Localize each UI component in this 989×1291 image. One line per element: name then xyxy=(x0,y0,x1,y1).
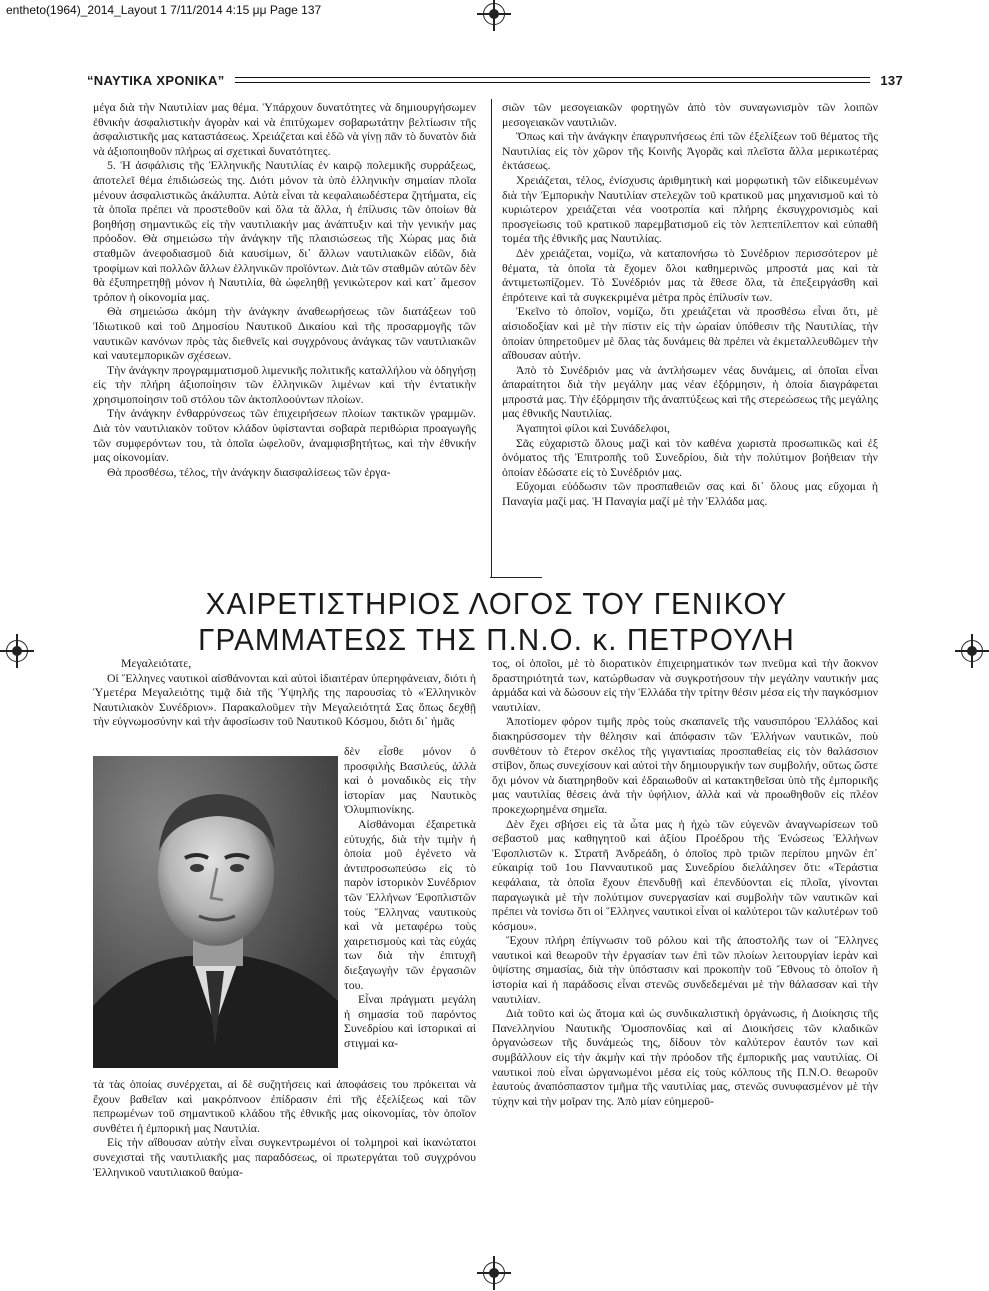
running-header xyxy=(87,70,903,90)
paragraph: 5. Ἡ ἀσφάλισις τῆς Ἑλληνικῆς Ναυτιλίας ἐν καιρῷ πολεμικῆς συρράξεως, ἀποτελεῖ θέμα ἐπιδιώσεώς της. Διότι μόνον τὰ ὑπὸ ἑλληνικὴν σημαίαν πλοῖα μένουν ἀσφαλιστικῶς ἀκάλυπτα. Αὐτὰ εἶναι τὰ κεφαλαιωδέστερα ζητήματα, εἰς τὰ ὁποῖα πρέπει νὰ προστεθοῦν καὶ ὅλα τὰ ἄλλα, ἡ ἐπίλυσις τῶν ὁποίων θὰ βοηθήσῃ σημαντικῶς εἰς τὴν ναυτιλιακήν μας ἀνάπτυξιν καὶ τὴν γενικήν μας πρόοδον. Θὰ σημειώσω τὴν ἀνάγκην τῆς πλαισιώσεως τῆς Χώρας μας διὰ σταθμῶν ἀνεφοδιασμοῦ διὰ καυσίμων, δι᾿ ἄλλων ναυτιλιακῶν εἰδῶν, διὰ τροφίμων καὶ πολλῶν ἄλλων ἑλληνικῶν προϊόντων. Διὰ τῶν σταθμῶν αὐτῶν δὲν θὰ ἐξυπηρετηθῇ μόνον ἡ Ναυτιλία, θὰ ὠφεληθῇ γενικώτερον καὶ κατ᾿ ἄμεσον τρόπον ἡ οἰκονομία μας. xyxy=(93,158,476,304)
text-beside-photo xyxy=(344,744,476,1050)
portrait-illustration xyxy=(93,756,338,1068)
paragraph: Ἀποτίομεν φόρον τιμῆς πρὸς τοὺς σκαπανεῖς τῆς ναυσιπόρου Ἑλλάδος καὶ διακηρύσσομεν τὴν θέλησιν καὶ ἀπόφασιν τῶν Ἑλλήνων ναυτικῶν, ποὺ συνθέτουν τὸ ἕτερον σκέλος τῆς γιγαντιαίας προσπαθείας εἰς τὸν θαλάσσιον στίβον, ὅπως συνεχίσουν καὶ αὐτοὶ τὴν δημιουργικήν των συμβολήν, οὕτως ὥστε ὄχι μόνον νὰ διατηρηθοῦν καὶ ἑδραιωθοῦν αἱ κατακτηθεῖσαι ὑπὸ τῆς ἐμπορικῆς μας ναυτιλίας θέσεις ἀνὰ τὴν ὑφήλιον, ἀλλὰ καὶ νὰ προωθηθοῦν εἰς πλέον προκεχωρημένα σημεῖα. xyxy=(492,714,878,816)
paragraph: Τὴν ἀνάγκην προγραμματισμοῦ λιμενικῆς πολιτικῆς καταλλήλου νὰ ὁδηγήσῃ εἰς τὴν πλήρη ἀξιοποίησιν τῶν ἑλληνικῶν λιμένων καὶ τὴν ἐντατικὴν χρησιμοποίησιν τοῦ στόλου τῶν ἀκτοπλοούντων πλοίων. xyxy=(93,362,476,406)
registration-mark-bottom xyxy=(483,1262,505,1284)
portrait-photo xyxy=(93,756,338,1068)
column-divider xyxy=(491,99,492,577)
top-left-column xyxy=(93,100,476,479)
print-slug: entheto(1964)_2014_Layout 1 7/11/2014 4:15 μμ Page 137 xyxy=(6,3,322,17)
column-divider-foot xyxy=(490,577,542,578)
headline-line-2: ΓΡΑΜΜΑΤΕΩΣ ΤΗΣ Π.Ν.Ο. κ. ΠΕΤΡΟΥΛΗ xyxy=(198,622,795,657)
paragraph: Τὴν ἀνάγκην ἐνθαρρύνσεως τῶν ἐπιχειρήσεων πλοίων τακτικῶν γραμμῶν. Διὰ τὸν ναυτιλιακὸν τοῦτον κλάδον ὑφίστανται σοβαρὰ περιθώρια προαγωγῆς τῶν συμφερόντων του, τὰ ὁποῖα ὠφελοῦν, ἀναμφισβητήτως, καὶ τὴν ἐθνικήν μας οἰκονομίαν. xyxy=(93,406,476,465)
paragraph: Ἐκεῖνο τὸ ὁποῖον, νομίζω, ὅτι χρειάζεται νὰ προσθέσω εἶναι ὅτι, μὲ αἰσιοδοξίαν καὶ μὲ τὴν πίστιν εἰς τὴν ὡραίαν ὑπόθεσιν τῆς Ναυτιλίας, τὴν ὁποίαν ὑπηρετοῦμεν μὲ ὅλας τὰς δυνάμεις θὰ πρέπει νὰ ἐκμεταλλευθῶμεν τὴν αἴθουσαν αὐτήν. xyxy=(502,304,878,363)
paragraph: Χρειάζεται, τέλος, ἐνίσχυσις ἀριθμητικὴ καὶ μορφωτικὴ τῶν εἰδικευμένων διὰ τὴν Ἐμπορικὴν Ναυτιλίαν στελεχῶν τοῦ κρατικοῦ μας μηχανισμοῦ καὶ τὸ κυριώτερον χρειάζεται νέα νοοτροπία καὶ πλήρης ἐκσυγχρονισμὸς καὶ προσγείωσις τοῦ κρατικοῦ παρεμβατισμοῦ εἰς τὸν λεπτεπίλεπτον καὶ εὐπαθῆ τομέα τῆς ἐθνικῆς μας Ναυτιλίας. xyxy=(502,172,878,246)
salutation: Μεγαλειότατε, xyxy=(121,656,192,670)
paragraph: Αἰσθάνομαι ἐξαιρετικὰ εὐτυχής, διὰ τὴν τιμὴν ἡ ὁποία μοῦ ἐγένετο νὰ ἀντιπροσωπεύσω εἰς τὸ παρὸν ἱστορικὸν Συνέδριον τῶν Ἑλλήνων Ἐφοπλιστῶν τοὺς Ἕλληνας ναυτικοὺς καὶ νὰ μεταφέρω τοὺς χαιρετισμοὺς καὶ τὰς εὐχάς των διὰ τὴν ἐπιτυχῆ διεξαγωγὴν τῶν ἐργασιῶν του. xyxy=(344,816,476,992)
paragraph: Δὲν χρειάζεται, νομίζω, νὰ καταπονήσω τὸ Συνέδριον περισσότερον μὲ θέματα, τὰ ὁποῖα τὰ ἔχομεν ὅλοι καθημερινῶς μπροστά μας καὶ τὰ ἀντιμετωπίζομεν. Τὸ Συνέδριόν μας τὰ ἔθεσε ὅλα, τὰ ἐπεξειργάσθη καὶ ἐπρότεινε καὶ τὰ συγκεκριμένα μέτρα πρὸς ἐπίλυσίν των. xyxy=(502,245,878,304)
registration-mark-top xyxy=(483,3,505,25)
speech-right-column xyxy=(492,656,878,1108)
paragraph: Θὰ σημειώσω ἀκόμη τὴν ἀνάγκην ἀναθεωρήσεως τῶν διατάξεων τοῦ Ἰδιωτικοῦ καὶ τοῦ Δημοσίου Ναυτικοῦ Δικαίου καὶ τῆς προσαρμογῆς τῶν ναυτικῶν κανόνων πρὸς τὰς διεθνεῖς καὶ συγχρόνους ἀνάγκας τῶν ναυτιλιακῶν καὶ ναυτεμπορικῶν σχέσεων. xyxy=(93,304,476,363)
paragraph: μέγα διὰ τὴν Ναυτιλίαν μας θέμα. Ὑπάρχουν δυνατότητες νὰ δημιουργήσωμεν ἐθνικὴν ἀσφαλιστικὴν ἀγορὰν καὶ νὰ ἐπιτύχωμεν σοβαρωτάτην βελτίωσιν τῆς ἀσφαλιστικῆς μας καταστάσεως. Χρειάζεται καὶ ἐδῶ νὰ γίνῃ πᾶν τὸ δυνατὸν διὰ νὰ ἀξιοποιηθοῦν πλήρως αἱ σχετικαὶ δυνατότητες. xyxy=(93,100,476,158)
paragraph: Δὲν ἔχει σβήσει εἰς τὰ ὦτα μας ἡ ἠχὼ τῶν εὐγενῶν ἀναγνωρίσεων τοῦ σεβαστοῦ μας καθηγητοῦ καὶ ἀξίου Προέδρου τῆς Ἑνώσεως Ἑλλήνων Ἐφοπλιστῶν κ. Στρατῆ Ἀνδρεάδη, ὁ ὁποῖος πρὸ τριῶν περίπου μηνῶν ἐπ᾿ εὐκαιρίᾳ τοῦ 1ου Πανναυτικοῦ μας Συνεδρίου διελάλησεν ὅτι: «Τεράστια κεφάλαια, τὰ ὁποῖα ἔχουν ἐπενδυθῇ καὶ ἐπενδύονται εἰς πλοῖα, γίνονται παραγωγικὰ μὲ τὴν πολύτιμον συνεργασίαν καὶ συμβολὴν τῶν ναυτικῶν καὶ πρέπει νὰ τονίσω ὅτι οἱ Ἕλληνες ναυτικοὶ εἶναι οἱ καλύτεροι τῶν καλυτέρων τοῦ κόσμου». xyxy=(492,816,878,933)
paragraph: Ὅπως καὶ τὴν ἀνάγκην ἐπαγρυπνήσεως ἐπὶ τῶν ἐξελίξεων τοῦ θέματος τῆς Ναυτιλίας εἰς τὸν χῶρον τῆς Κοινῆς Ἀγορᾶς καὶ πλεῖστα ἄλλα μερικωτέρας ἐκτάσεως. xyxy=(502,129,878,173)
paragraph: Εἶναι πράγματι μεγάλη ἡ σημασία τοῦ παρόντος Συνεδρίου καὶ ἱστορικαὶ αἱ στιγμαὶ κα- xyxy=(344,992,476,1050)
paragraph: Διὰ τοῦτο καὶ ὡς ἄτομα καὶ ὡς συνδικαλιστικὴ ὀργάνωσις, ἡ Διοίκησις τῆς Πανελληνίου Ναυτικῆς Ὁμοσπονδίας καὶ αἱ Διοικήσεις τῶν κλαδικῶν ὀργανώσεων τῆς δυνάμεώς της, δίδουν τὸν καλύτερον ἑαυτόν των καὶ συμβάλλουν εἰς τὴν ἀκμὴν καὶ τὴν πρόοδον τῆς ἐμπορικῆς μας ναυτιλίας. Οἱ ναυτικοὶ ποὺ εἶναι ὡργανωμένοι μέσα εἰς τοὺς κόλπους τῆς Π.Ν.Ο. θεωροῦν ἑαυτοὺς ἀναπόσπαστον τμῆμα τῆς ναυτιλίας μας, στενῶς συνυφασμένον μὲ τὴν τύχην καὶ τὴν μοῖραν της. Ἀπὸ μίαν εὐημεροῦ- xyxy=(492,1006,878,1108)
paragraph: Ἀπὸ τὸ Συνέδριόν μας νὰ ἀντλήσωμεν νέας δυνάμεις, αἱ ὁποῖαι εἶναι ἀπαραίτητοι διὰ τὴν μεγάλην μας νέαν ἐξόρμησιν, ἡ ὁποία διαγράφεται μπροστά μας. Τὴν ἐξόρμησιν τῆς ἀναπτύξεως καὶ τῆς στερεώσεως τῆς μεγάλης μας ἐθνικῆς Ναυτιλίας. xyxy=(502,362,878,421)
article-headline xyxy=(108,586,884,658)
paragraph: τος, οἱ ὁποῖοι, μὲ τὸ διορατικὸν ἐπιχειρηματικόν των πνεῦμα καὶ τὴν ἄοκνον δραστηριότητά των, κατώρθωσαν νὰ συγκροτήσουν τὴν μεγάλην ναυτικήν μας ἀρμάδα καὶ νὰ δώσουν εἰς τὴν Ἑλλάδα τὴν τρίτην θέσιν μέσα εἰς τὴν παγκόσμιον ναυτιλίαν. xyxy=(492,656,878,714)
paragraph: Ἔχουν πλήρη ἐπίγνωσιν τοῦ ρόλου καὶ τῆς ἀποστολῆς των οἱ Ἕλληνες ναυτικοὶ καὶ θεωροῦν τὴν ἐργασίαν των ἐπὶ τῶν πλοίων λειτουργίαν ἱερὰν καὶ ὑψίστης σημασίας, διὰ τὴν ὑπόστασιν καὶ προκοπὴν τοῦ Ἔθνους τὸ ὁποῖον ἡ ἱστορία καὶ ἡ παράδοσις εἶναι στενῶς συνδεδεμέναι μὲ τὴν θάλασσαν καὶ τὴν ναυτιλίαν. xyxy=(492,933,878,1006)
paragraph: Οἱ Ἕλληνες ναυτικοὶ αἰσθάνονται καὶ αὐτοὶ ἰδιαιτέραν ὑπερηφάνειαν, διότι ἡ Ὑμετέρα Μεγαλειότης τιμᾷ διὰ τῆς Ὑψηλῆς της παρουσίας τὸ «Ἑλληνικὸν Ναυτιλιακὸν Συνέδριον». Παρακαλοῦμεν τὴν Μεγαλειότητά Σας ὅπως δεχθῇ τὴν εὐγνωμοσύνην καὶ τὴν ἀφοσίωσιν τοῦ Ναυτικοῦ Κόσμου, διότι δι᾿ ἡμᾶς xyxy=(93,670,476,729)
top-right-column xyxy=(502,100,878,509)
text-below-photo xyxy=(93,1077,476,1179)
paragraph: Ἀγαπητοὶ φίλοι καὶ Συνάδελφοι, xyxy=(516,421,670,436)
speech-intro xyxy=(93,656,476,729)
header-rule xyxy=(235,77,871,83)
page-number: 137 xyxy=(880,72,903,88)
paragraph: Σᾶς εὐχαριστῶ ὅλους μαζὶ καὶ τὸν καθένα χωριστὰ προσωπικῶς καὶ ἐξ ὀνόματος τῆς Ἐπιτροπῆς τοῦ Συνεδρίου, διὰ τὴν πολύτιμον βοήθειαν τὴν ὁποίαν ἐδώσατε εἰς τὸ Συνέδριόν μας. xyxy=(502,435,878,479)
paragraph: Εὔχομαι εὐόδωσιν τῶν προσπαθειῶν σας καὶ δι᾿ ὅλους μας εὔχομαι ἡ Παναγία μαζί μας. Ἡ Παναγία μαζί μὲ τὴν Ἑλλάδα μας. xyxy=(502,479,878,509)
paragraph: σιῶν τῶν μεσογειακῶν φορτηγῶν ἀπὸ τὸν συναγωνισμὸν τῶν λοιπῶν μεσογειακῶν ναυτιλιῶν. xyxy=(502,100,878,129)
paragraph: Εἰς τὴν αἴθουσαν αὐτὴν εἶναι συγκεντρωμένοι οἱ τολμηροὶ καὶ ἱκανώτατοι συνεχισταὶ τῆς ναυτιλιακῆς μας παραδόσεως, οἱ πρωτεργάται τοῦ συγχρόνου Ἑλληνικοῦ ναυτιλιακοῦ θαύμα- xyxy=(93,1135,476,1179)
paragraph: τὰ τὰς ὁποίας συνέρχεται, αἱ δὲ συζητήσεις καὶ ἀποφάσεις του πρόκειται νὰ ἔχουν βαθεῖαν καὶ μακρόπνοον ἐπίδρασιν ἐπὶ τῆς ἐξελίξεως καὶ τῶν πεπρωμένων τοῦ σημαντικοῦ κλάδου τῆς ἐθνικῆς μας οἰκονομίας, τὸν ὁποῖον συνθέτει ἡ ἐμπορική μας Ναυτιλία. xyxy=(93,1077,476,1135)
registration-mark-right xyxy=(961,640,983,662)
registration-mark-left xyxy=(6,640,28,662)
paragraph: δὲν εἶσθε μόνον ὁ προσφιλὴς Βασιλεύς, ἀλλὰ καὶ ὁ μοναδικὸς εἰς τὴν ἱστορίαν μας Ναυτικὸς Ὀλυμπιονίκης. xyxy=(344,744,476,817)
headline-line-1: ΧΑΙΡΕΤΙΣΤΗΡΙΟΣ ΛΟΓΟΣ ΤΟΥ ΓΕΝΙΚΟΥ xyxy=(205,586,788,621)
paragraph: Θὰ προσθέσω, τέλος, τὴν ἀνάγκην διασφαλίσεως τῶν ἐργα- xyxy=(107,464,391,479)
section-title: “ΝΑΥΤΙΚΑ ΧΡΟΝΙΚΑ” xyxy=(87,72,225,88)
